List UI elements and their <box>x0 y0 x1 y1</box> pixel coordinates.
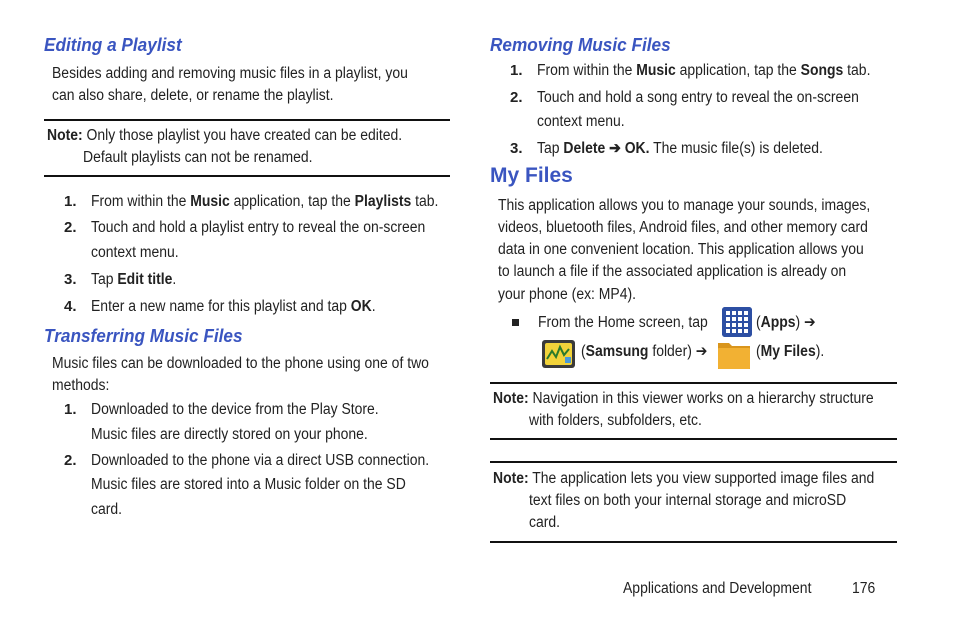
myfiles-para-line3: data in one convenient location. This application allows you <box>498 241 864 258</box>
note-label: Note: <box>493 470 529 487</box>
heading-editing-playlist: Editing a Playlist <box>44 34 182 55</box>
my-files-folder-icon <box>717 338 751 370</box>
bullet-myfiles-label: (My Files). <box>756 343 825 360</box>
editing-intro-line2: can also share, delete, or rename the playlist. <box>52 87 334 104</box>
editing-step-4: Enter a new name for this playlist and tap OK. <box>91 298 376 315</box>
editing-step-1: From within the Music application, tap the Playlists tab. <box>91 193 439 210</box>
myfiles-para-line1: This application allows you to manage your sounds, images, <box>498 197 871 214</box>
myfiles-para-line5: your phone (ex: MP4). <box>498 286 637 303</box>
samsung-folder-icon <box>541 339 576 369</box>
editing-step-2-line1: Touch and hold a playlist entry to reveal the on-screen <box>91 219 426 236</box>
note1-line1: Note: Navigation in this viewer works on a hierarchy structure <box>493 390 874 407</box>
heading-removing-music: Removing Music Files <box>490 34 671 55</box>
removing-step-2-line2: context menu. <box>537 113 625 130</box>
transferring-step-1-line1: Downloaded to the device from the Play Store. <box>91 401 379 418</box>
editing-note-line1 <box>47 125 402 147</box>
note2-line2: text files on both your internal storage and microSD <box>529 492 847 509</box>
heading-transferring-music: Transferring Music Files <box>44 325 243 346</box>
note2-top-rule <box>490 461 897 463</box>
step-number: 3. <box>510 140 523 157</box>
note1-line2: with folders, subfolders, etc. <box>529 412 702 429</box>
note1-top-rule <box>490 382 897 384</box>
removing-step-1: From within the Music application, tap the Songs tab. <box>537 62 871 79</box>
myfiles-para-line4: to launch a file if the associated application is already on <box>498 263 847 280</box>
note-text: Only those playlist you have created can be edited. <box>86 127 403 144</box>
transferring-step-2-line1: Downloaded to the phone via a direct USB connection. <box>91 452 430 469</box>
editing-intro-line1: Besides adding and removing music files in a playlist, you <box>52 65 408 82</box>
note-top-rule <box>44 119 450 121</box>
transferring-step-1-line2: Music files are directly stored on your phone. <box>91 426 368 443</box>
bullet-samsung-label: (Samsung folder) ➔ <box>581 343 708 360</box>
transferring-step-2-line3: card. <box>91 501 123 518</box>
transferring-intro-line1: Music files can be downloaded to the phone using one of two <box>52 355 429 372</box>
note1-bottom-rule <box>490 438 897 440</box>
step-number: 1. <box>64 193 77 210</box>
step-number: 2. <box>64 219 77 236</box>
step-number: 1. <box>64 401 77 418</box>
footer-page-number: 176 <box>852 580 876 597</box>
myfiles-para-line2: videos, bluetooth files, Android files, and other memory card <box>498 219 868 236</box>
bullet-apps-label: (Apps) ➔ <box>756 314 816 331</box>
editing-note-line2: Default playlists can not be renamed. <box>83 149 313 166</box>
step-number: 2. <box>510 89 523 106</box>
apps-grid-icon <box>722 307 752 337</box>
removing-step-3: Tap Delete ➔ OK. The music file(s) is deleted. <box>537 140 823 157</box>
step-number: 4. <box>64 298 77 315</box>
note2-line1: Note: The application lets you view supported image files and <box>493 470 875 487</box>
step-number: 2. <box>64 452 77 469</box>
editing-step-2-line2: context menu. <box>91 244 179 261</box>
note-bottom-rule <box>44 175 450 177</box>
step-number: 3. <box>64 271 77 288</box>
note2-line3: card. <box>529 514 561 531</box>
removing-step-2-line1: Touch and hold a song entry to reveal the on-screen <box>537 89 859 106</box>
heading-my-files: My Files <box>490 164 573 187</box>
transferring-step-2-line2: Music files are stored into a Music folder on the SD <box>91 476 406 493</box>
footer-section-title: Applications and Development <box>623 580 812 597</box>
transferring-intro-line2: methods: <box>52 377 110 394</box>
note-label: Note: <box>47 127 83 144</box>
editing-step-3: Tap Edit title. <box>91 271 177 288</box>
bullet-marker <box>512 319 519 326</box>
bullet-line1-text: From the Home screen, tap <box>538 314 708 331</box>
note2-bottom-rule <box>490 541 897 543</box>
step-number: 1. <box>510 62 523 79</box>
note-label: Note: <box>493 390 529 407</box>
